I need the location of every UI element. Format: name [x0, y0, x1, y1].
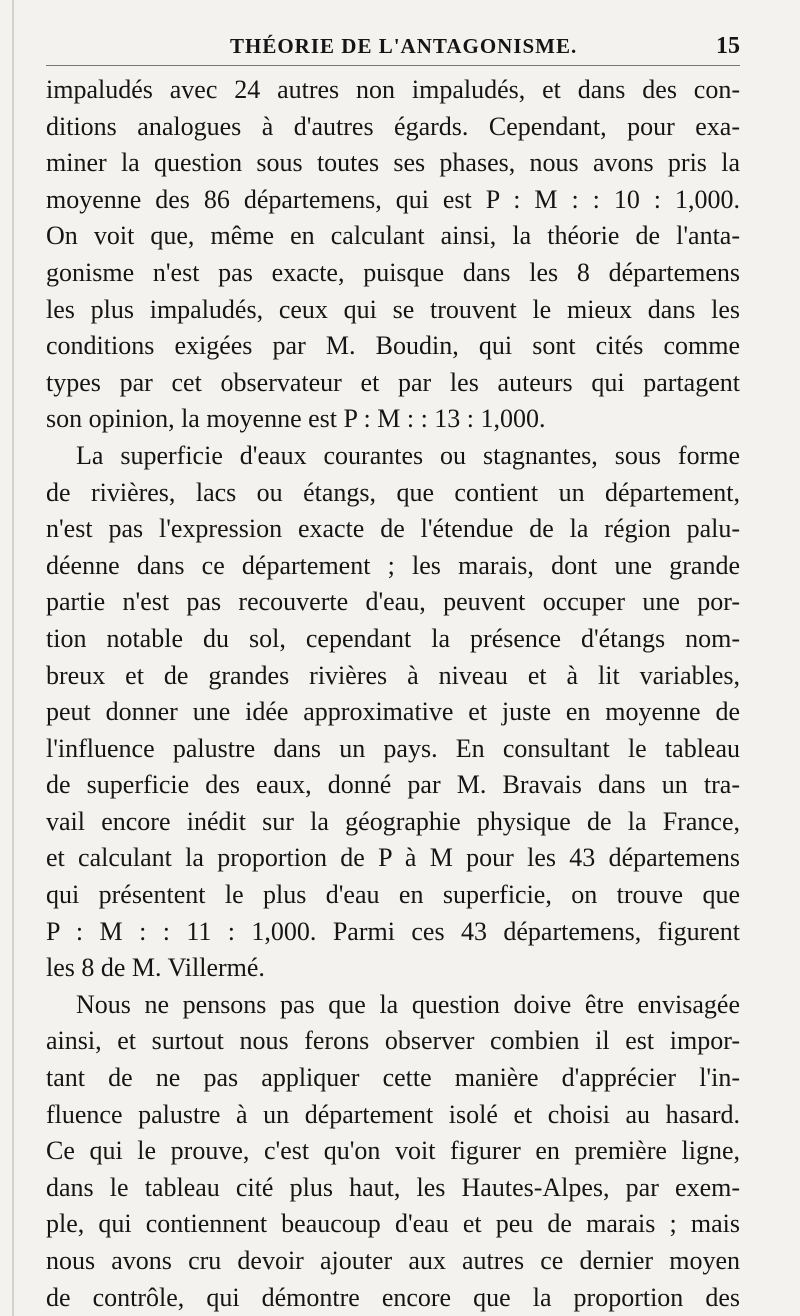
header-rule — [46, 65, 740, 66]
text-line: nous avons cru devoir ajouter aux autres ce dernier moyen — [46, 1246, 740, 1275]
text-line: fluence palustre à un département isolé et choisi au hasard. — [46, 1099, 740, 1129]
text-line: ple, qui contiennent beaucoup d'eau et peu de marais ; mais — [46, 1209, 740, 1239]
text-line: partie n'est pas recouverte d'eau, peuvent occuper une por- — [46, 587, 740, 617]
text-line: ainsi, et surtout nous ferons observer combien il est impor- — [46, 1026, 740, 1056]
text-line: n'est pas l'expression exacte de l'étendue de la région palu- — [46, 514, 740, 544]
text-line: On voit que, même en calculant ainsi, la théorie de l'anta- — [46, 221, 740, 251]
text-line: les plus impaludés, ceux qui se trouvent le mieux dans les — [46, 294, 740, 324]
paragraph-3 — [46, 987, 740, 1316]
text-line: conditions exigées par M. Boudin, qui sont cités comme — [46, 331, 740, 361]
text-line: moyenne des 86 départemens, qui est P : M : : 10 : 1,000. — [46, 184, 740, 214]
text-line: peut donner une idée approximative et juste en moyenne de — [46, 697, 740, 727]
text-line: qui présentent le plus d'eau en superficie, on trouve que — [46, 880, 740, 910]
text-line: gonisme n'est pas exacte, puisque dans les 8 départemens — [46, 257, 740, 287]
text-line: P : M : : 11 : 1,000. Parmi ces 43 départemens, figurent — [46, 916, 740, 946]
text-line: de superficie des eaux, donné par M. Bravais dans un tra- — [46, 770, 740, 800]
running-title: THÉORIE DE L'ANTAGONISME. — [230, 34, 578, 58]
text-line: vail encore inédit sur la géographie physique de la France, — [46, 806, 740, 836]
text-line: Ce qui le prouve, c'est qu'on voit figurer en première ligne, — [46, 1136, 740, 1166]
text-line: son opinion, la moyenne est P : M : : 13 : 1,000. — [46, 404, 546, 434]
text-line: les 8 de M. Villermé. — [46, 953, 265, 983]
text-line: La superficie d'eaux courantes ou stagnantes, sous forme — [76, 440, 740, 470]
text-line: et calculant la proportion de P à M pour les 43 départemens — [46, 843, 740, 873]
text-line: types par cet observateur et par les auteurs qui partagent — [46, 367, 740, 397]
page-edge-shadow — [12, 0, 14, 1316]
text-line: ditions analogues à d'autres égards. Cependant, pour exa- — [46, 111, 740, 141]
text-line: tant de ne pas appliquer cette manière d'apprécier l'in- — [46, 1063, 740, 1093]
paragraph-2 — [46, 438, 740, 987]
text-line: breux et de grandes rivières à niveau et à lit variables, — [46, 660, 740, 690]
text-line: de rivières, lacs ou étangs, que contient un département, — [46, 477, 740, 507]
body-text — [46, 72, 740, 1316]
text-line: tion notable du sol, cependant la présence d'étangs nom- — [46, 623, 740, 653]
page-header — [46, 34, 740, 70]
text-line: déenne dans ce département ; les marais, dont une grande — [46, 550, 740, 580]
text-line: l'influence palustre dans un pays. En consultant le tableau — [46, 733, 740, 763]
text-line: Nous ne pensons pas que la question doive être envisagée — [76, 989, 740, 1019]
page-number: 15 — [716, 33, 740, 59]
paragraph-1 — [46, 72, 740, 438]
text-line: dans le tableau cité plus haut, les Hautes-Alpes, par exem- — [46, 1172, 740, 1202]
text-line: miner la question sous toutes ses phases, nous avons pris la — [46, 148, 740, 178]
text-line: impaludés avec 24 autres non impaludés, et dans des con- — [46, 75, 740, 104]
text-line: de contrôle, qui démontre encore que la proportion des — [46, 1282, 740, 1312]
